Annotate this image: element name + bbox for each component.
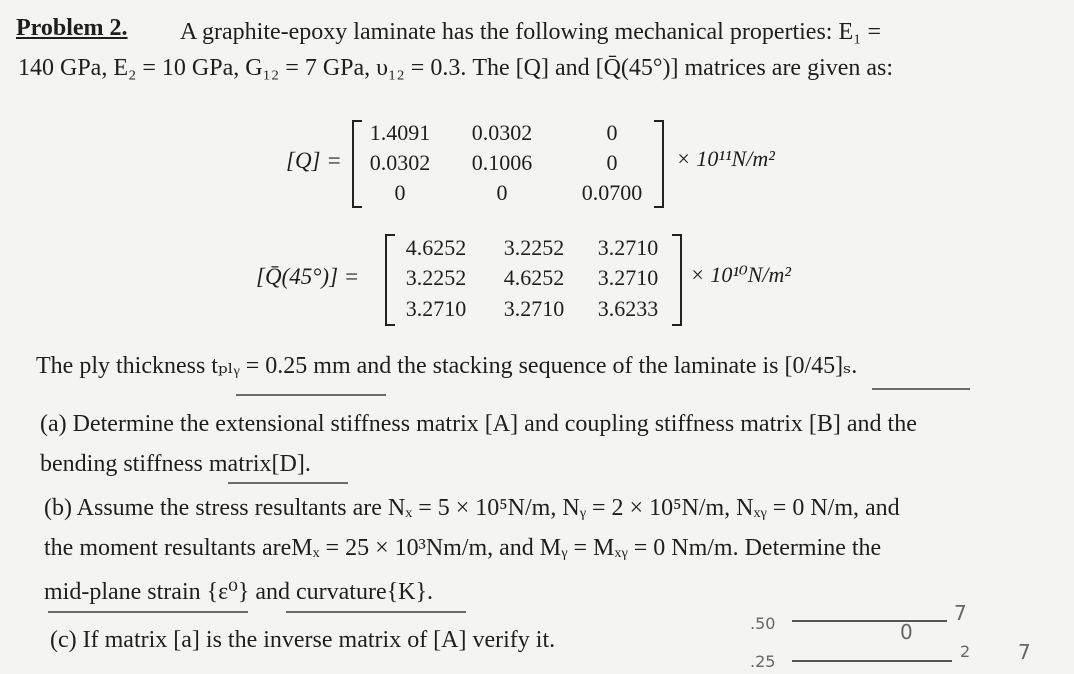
q-cell-r1c1: 1.4091 (369, 120, 431, 145)
q-matrix-unit: × 10¹¹N/m² (676, 146, 775, 171)
q-cell-r1c3: 0 (606, 120, 618, 145)
pencil-note-25: .25 (750, 652, 776, 671)
qbar-cell-r1c2: 3.2252 (503, 235, 565, 260)
problem-heading-line (16, 14, 128, 42)
qbar-cell-r3c3: 3.6233 (597, 296, 659, 321)
qbar-cell-r2c1: 3.2252 (405, 265, 467, 290)
problem-intro-line1: A graphite-epoxy laminate has the following mechanical properties: E₁ = (180, 19, 882, 45)
ply-thickness-underline (236, 394, 386, 396)
pencil-note-50: .50 (750, 614, 776, 633)
qbar-matrix-label: [Q̄(45°)] = (256, 264, 360, 289)
problem-heading: Problem 2. (16, 15, 128, 41)
q-matrix-right-bracket (654, 120, 664, 208)
qbar-cell-r3c1: 3.2710 (405, 296, 467, 321)
part-b-curvature-underline (286, 611, 466, 613)
part-a-line1: (a) Determine the extensional stiffness matrix [A] and coupling stiffness matrix [B] and the (40, 411, 917, 437)
q-cell-r3c2: 0 (496, 180, 508, 205)
q-matrix-label: [Q] = (286, 148, 342, 173)
q-cell-r2c2: 0.1006 (471, 150, 533, 175)
q-cell-r3c3: 0.0700 (581, 180, 643, 205)
ply-thickness-text: The ply thickness tₚₗᵧ = 0.25 mm and the stacking sequence of the laminate is [0/45]ₛ. (36, 353, 858, 379)
pencil-note-2: 2 (960, 642, 971, 661)
part-b-strain-underline (48, 611, 248, 613)
pencil-note-7a: 7 (954, 601, 967, 625)
qbar-cell-r1c3: 3.2710 (597, 235, 659, 260)
q-cell-r2c3: 0 (606, 150, 618, 175)
qbar-matrix-unit: × 10¹⁰N/m² (690, 262, 792, 287)
pencil-note-0: 0 (900, 620, 913, 644)
pencil-note-7b: 7 (1018, 640, 1031, 664)
q-cell-r2c1: 0.0302 (369, 150, 431, 175)
pencil-line-top (792, 620, 947, 622)
q-cell-r1c2: 0.0302 (471, 120, 533, 145)
q-cell-r3c1: 0 (394, 180, 406, 205)
pencil-line-bottom (792, 660, 952, 662)
qbar-cell-r2c2: 4.6252 (503, 265, 565, 290)
part-a-underline (228, 482, 348, 484)
part-b-line2: the moment resultants areMₓ = 25 × 10³Nm/m, and Mᵧ = Mₓᵧ = 0 Nm/m. Determine the (44, 535, 882, 561)
part-b-line3: mid-plane strain {ε⁰} and curvature{K}. (44, 579, 433, 605)
part-a-line2: bending stiffness matrix[D]. (40, 451, 311, 477)
problem-intro-line2: 140 GPa, E₂ = 10 GPa, G₁₂ = 7 GPa, υ₁₂ = 0.3. The [Q] and [Q̄(45°)] matrices are given as: (18, 55, 894, 81)
qbar-cell-r2c3: 3.2710 (597, 265, 659, 290)
stacking-underline (872, 388, 970, 390)
qbar-matrix-right-bracket (672, 234, 682, 326)
qbar-cell-r3c2: 3.2710 (503, 296, 565, 321)
qbar-cell-r1c1: 4.6252 (405, 235, 467, 260)
part-b-line1: (b) Assume the stress resultants are Nₓ = 5 × 10⁵N/m, Nᵧ = 2 × 10⁵N/m, Nₓᵧ = 0 N/m, and (44, 495, 900, 521)
part-c-line1: (c) If matrix [a] is the inverse matrix of [A] verify it. (50, 627, 556, 653)
